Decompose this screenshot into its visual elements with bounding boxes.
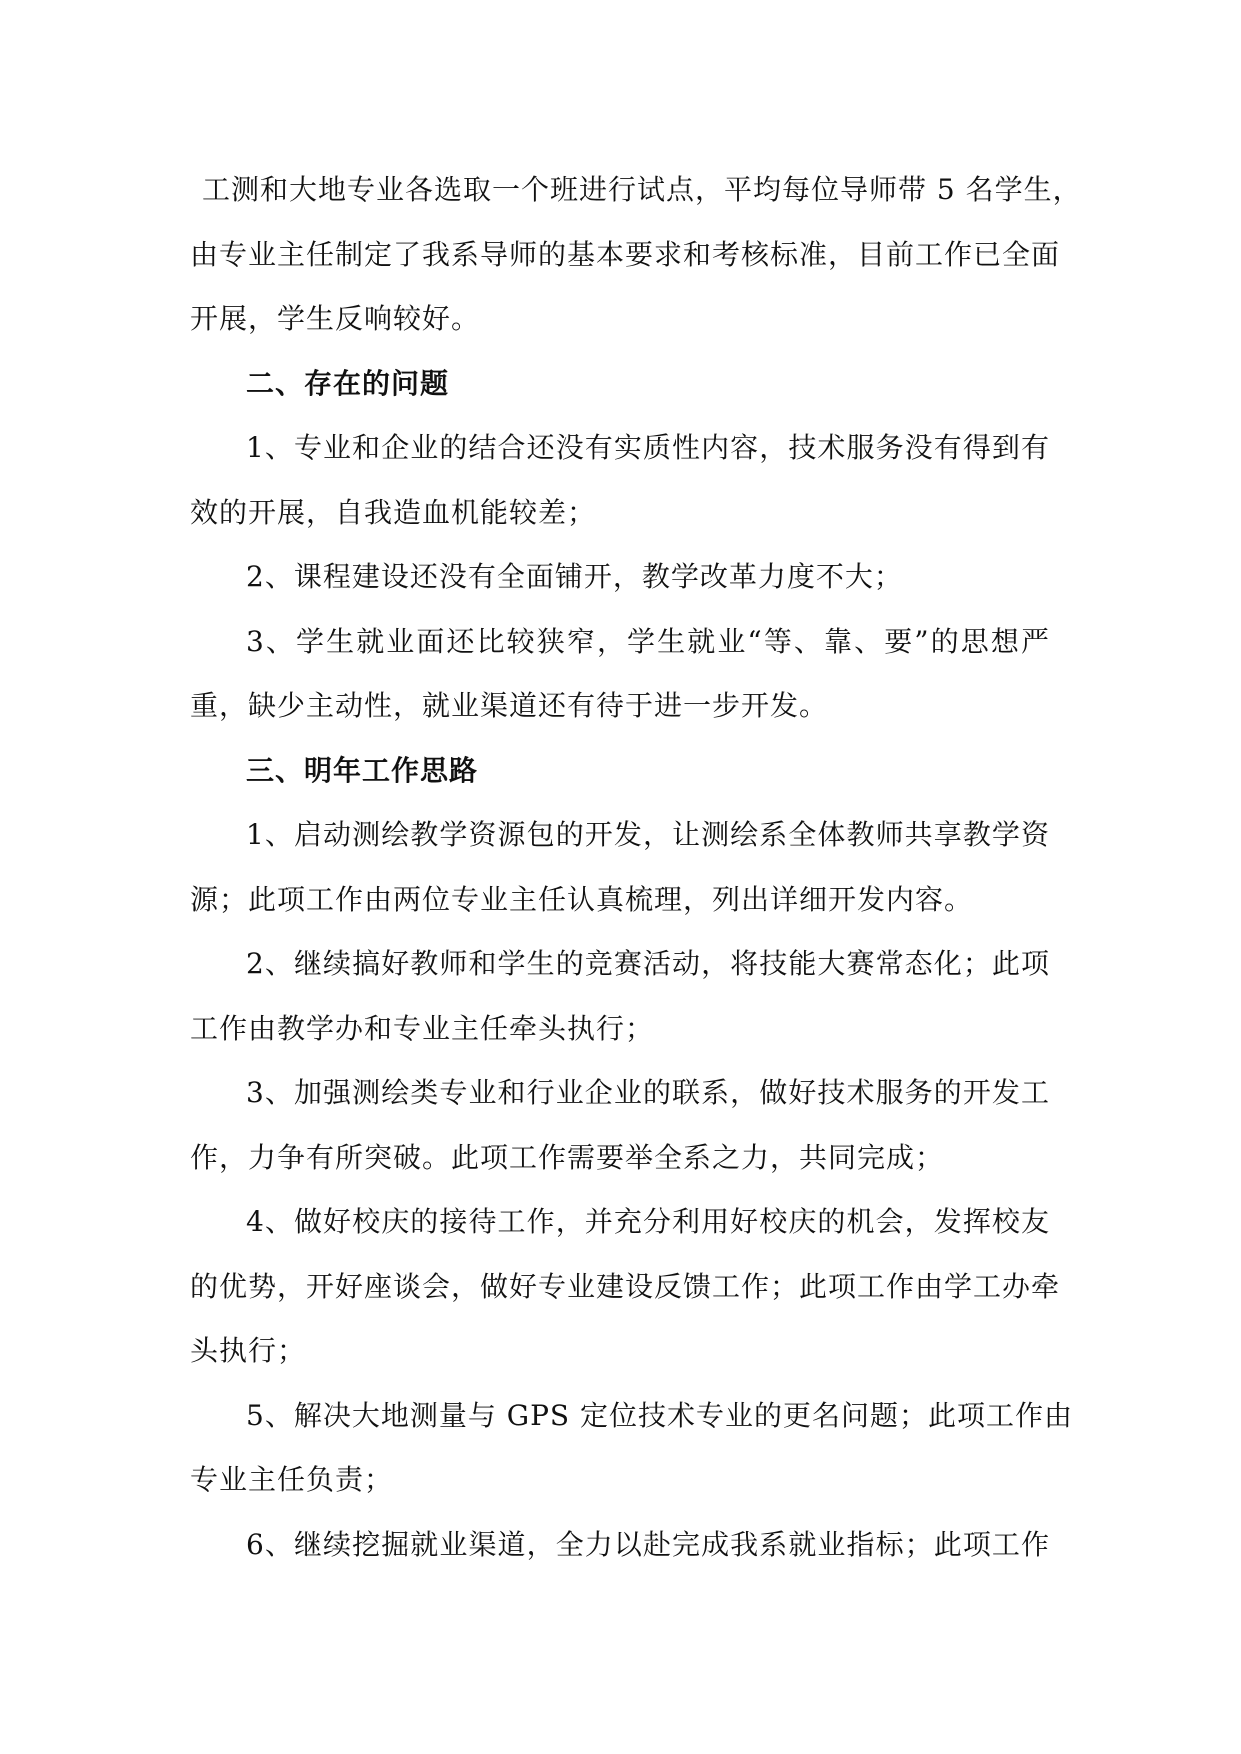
section-heading-next-year: 三、明年工作思路	[246, 753, 479, 787]
paragraph-line: 工测和大地专业各选取一个班进行试点，平均每位导师带 5 名学生，	[202, 173, 1082, 206]
paragraph-line: 6、继续挖掘就业渠道，全力以赴完成我系就业指标；此项工作	[246, 1527, 1050, 1561]
paragraph-line: 2、继续搞好教师和学生的竞赛活动，将技能大赛常态化；此项	[246, 947, 1050, 980]
document-body	[190, 158, 1082, 1577]
paragraph-line: 效的开展，自我造血机能较差；	[190, 495, 597, 529]
section-heading-problems: 二、存在的问题	[246, 366, 450, 400]
paragraph-line: 3、加强测绘类专业和行业企业的联系，做好技术服务的开发工	[246, 1076, 1050, 1109]
paragraph-line: 3、学生就业面还比较狭窄，学生就业“等、靠、要”的思想严	[246, 624, 1050, 658]
paragraph-line: 专业主任负责；	[190, 1463, 394, 1496]
paragraph-line: 重，缺少主动性，就业渠道还有待于进一步开发。	[190, 689, 829, 722]
paragraph-line: 的优势，开好座谈会，做好专业建设反馈工作；此项工作由学工办牵	[190, 1269, 1061, 1303]
paragraph-line: 2、课程建设还没有全面铺开，教学改革力度不大；	[246, 560, 903, 593]
paragraph-line: 1、专业和企业的结合还没有实质性内容，技术服务没有得到有	[246, 431, 1050, 464]
paragraph-line: 作，力争有所突破。此项工作需要举全系之力，共同完成；	[190, 1140, 945, 1174]
paragraph-line: 由专业主任制定了我系导师的基本要求和考核标准，目前工作已全面	[190, 237, 1061, 271]
paragraph-line: 开展，学生反响较好。	[190, 302, 481, 335]
paragraph-line: 源；此项工作由两位专业主任认真梳理，列出详细开发内容。	[190, 882, 974, 916]
paragraph-line: 1、启动测绘教学资源包的开发，让测绘系全体教师共享教学资	[246, 818, 1050, 851]
paragraph-line: 工作由教学办和专业主任牵头执行；	[190, 1011, 655, 1045]
paragraph-line: 5、解决大地测量与 GPS 定位技术专业的更名问题；此项工作由	[246, 1398, 1074, 1432]
paragraph-line: 4、做好校庆的接待工作，并充分利用好校庆的机会，发挥校友	[246, 1205, 1050, 1238]
paragraph-line: 头执行；	[190, 1334, 307, 1367]
